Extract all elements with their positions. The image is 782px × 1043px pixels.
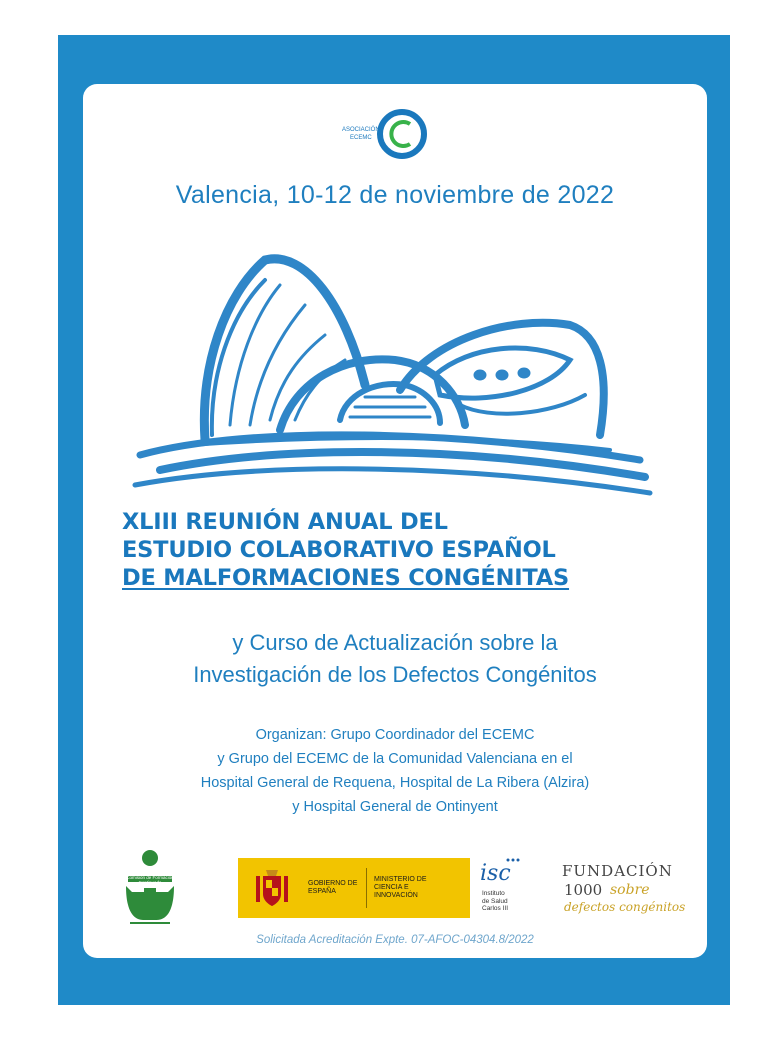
isciii-line: Carlos III (482, 905, 509, 912)
accreditation-text: Solicitada Acreditación Expte. 07-AFOC-04304.8/2022 (256, 934, 534, 946)
spain-coat-of-arms-icon (252, 866, 292, 910)
fundacion-sobre: sobre (610, 882, 650, 898)
ecemc-logo (340, 104, 440, 164)
event-subtitle (83, 627, 707, 691)
organizers-line: Organizan: Grupo Coordinador del ECEMC (255, 727, 535, 743)
organizers-block (83, 723, 707, 819)
event-date: Valencia, 10-12 de noviembre de 2022 (175, 181, 615, 209)
gobierno-label: GOBIERNO DE ESPAÑA (308, 880, 358, 895)
organizers-line: y Grupo del ECEMC de la Comunidad Valenciana en el (217, 751, 573, 767)
comision-label: Comisión de Formación Continuada (126, 875, 174, 885)
comision-logo (118, 848, 182, 928)
subtitle-line: y Curso de Actualización sobre la (232, 630, 558, 655)
svg-text:isc: isc (480, 861, 511, 886)
subtitle-line: Investigación de los Defectos Congénitos (193, 662, 597, 687)
isciii-line: Instituto (482, 890, 505, 897)
isciii-logo (472, 856, 542, 922)
ecemc-logo-text-2: ECEMC (350, 135, 372, 141)
ministerio-logo (238, 858, 470, 918)
isciii-line: de Salud (482, 897, 508, 905)
ministerio-divider (366, 868, 367, 908)
ministerio-label: MINISTERIO DE CIENCIA E INNOVACIÓN (374, 876, 427, 899)
illustration (130, 245, 660, 505)
city-of-arts-sketch-icon (130, 245, 660, 505)
fundacion-logo (562, 862, 697, 922)
comision-formacion-logo-icon (118, 848, 182, 928)
title-line: XLIII REUNIÓN ANUAL DEL (122, 509, 448, 535)
organizers-line: y Hospital General de Ontinyent (292, 799, 498, 815)
fundacion-line3: defectos congénitos (564, 900, 686, 914)
ecemc-logo-text-1: ASOCIACIÓN (342, 127, 380, 133)
event-title (122, 508, 702, 592)
fundacion-1000: 1000 (564, 881, 603, 899)
isciii-logo-icon (478, 856, 522, 886)
organizers-line: Hospital General de Requena, Hospital de La Ribera (Alzira) (200, 775, 590, 791)
fundacion-line1: FUNDACIÓN (562, 862, 673, 880)
ecemc-logo-icon (340, 104, 440, 164)
title-line: ESTUDIO COLABORATIVO ESPAÑOL (122, 537, 556, 563)
title-line: DE MALFORMACIONES CONGÉNITAS (122, 565, 570, 591)
isciii-label (482, 890, 508, 913)
